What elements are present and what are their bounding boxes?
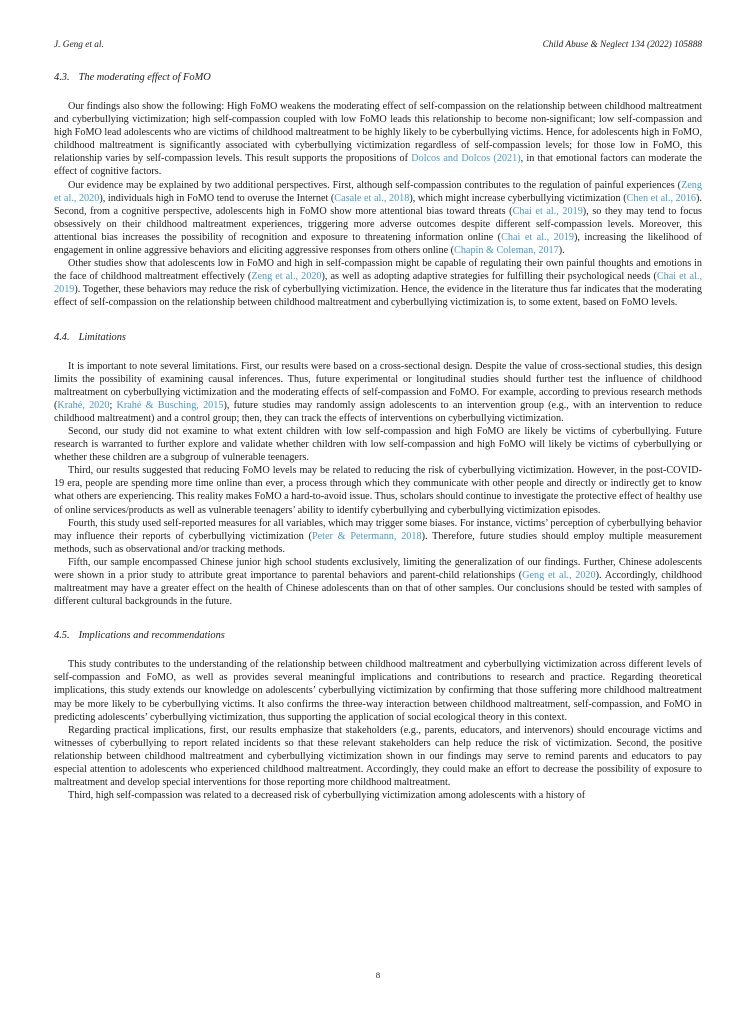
citation-link[interactable]: Dolcos and Dolcos (2021) xyxy=(411,153,521,165)
body-paragraph xyxy=(54,724,702,789)
citation-link[interactable]: Peter & Petermann, 2018 xyxy=(311,530,422,542)
body-text: ), future studies may randomly assign adolescents to an intervention group (e.g., with an intervention to reduce childhood maltreatment) and a control group; then, they can track the effects of interventions on cyberbullying victimization. xyxy=(54,399,702,424)
running-head-author: J. Geng et al. xyxy=(54,40,104,50)
citation-link[interactable]: Zeng et al., 2020 xyxy=(54,179,702,204)
section-heading xyxy=(54,332,702,344)
body-text: Our findings also show the following: High FoMO weakens the moderating effect of self-compassion on the relationship between childhood maltreatment and cyberbullying victimization; high self-compassion coupled with low FoMO leads this relationship to become non-significant; low self-compassion and high FoMO lead adolescents who are victims of childhood maltreatment to be highly likely to be cyberbullying victims. Hence, for adolescents high in FoMO, childhood maltreatment is significantly associated with cyberbullying victimization regardless of self-compassion levels; for those low in FoMO, this relationship varies by self-compassion levels. This result supports the propositions of xyxy=(54,101,702,165)
body-text: ), increasing the likelihood of engagement in online aggressive behaviors and eliciting aggressive responses from others online ( xyxy=(54,231,702,257)
citation-link[interactable]: Krahé, 2020 xyxy=(57,399,110,411)
citation-link[interactable]: Geng et al., 2020 xyxy=(522,570,596,581)
citation-link[interactable]: Chai et al., 2019 xyxy=(501,231,574,243)
body-text: Fifth, our sample encompassed Chinese junior high school students exclusively, limiting the generalization of our findings. Further, Chinese adolescents were shown in a prior study to attribute great importance to parental behaviors and parent-child relationships ( xyxy=(54,556,702,581)
section-number: 4.3. xyxy=(54,72,70,83)
body-text: ), as well as adopting adaptive strategies for fulfilling their psychological needs ( xyxy=(321,271,657,283)
citation-link[interactable]: Chai et al., 2019 xyxy=(512,205,583,217)
section-title: The moderating effect of FoMO xyxy=(78,72,211,83)
body-text: ; xyxy=(109,399,117,411)
body-text: Fourth, this study used self-reported measures for all variables, which may trigger some biases. For instance, victims’ perception of cyberbullying behavior may influence their reports of cyberbullying victimization ( xyxy=(54,517,702,542)
citation-link[interactable]: Chai et al., 2019 xyxy=(54,271,702,296)
body-text: Third, high self-compassion was related to a decreased risk of cyberbullying victimization among adolescents with a history of xyxy=(68,790,586,802)
body-text: Second, our study did not examine to what extent children with low self-compassion and high FoMO are likely be victims of cyberbullying. Future research is warranted to further explore and validate whether children with low self-compassion and high FoMO will likely be victims of cyberbullying or whether these children are a subgroup of vulnerable teenagers. xyxy=(54,425,702,464)
body-paragraph xyxy=(54,257,702,309)
body-paragraph xyxy=(54,556,702,608)
body-paragraph xyxy=(54,658,702,723)
section-number: 4.4. xyxy=(54,331,70,343)
body-paragraph xyxy=(54,517,702,556)
body-text: , in that emotional factors can moderate the effect of cognitive factors. xyxy=(54,153,703,178)
body-paragraph xyxy=(54,425,702,464)
body-text: ). Accordingly, childhood maltreatment may have a greater effect on the health of Chinese adolescents than on that of other samples. Our conclusions should be tested with samples of different cultural backgrounds in the future. xyxy=(54,570,702,608)
body-text: Other studies show that adolescents low in FoMO and high in self-compassion might be capable of regulating their own painful thoughts and emotions in the face of childhood maltreatment effectively ( xyxy=(54,258,702,283)
body-text: Third, our results suggested that reducing FoMO levels may be related to reducing the risk of cyberbullying victimization. However, in the post-COVID-19 era, people are spending more time online than ever, a process through which they communicate with other people and directly or indirectly get to know what others are experiencing. This reality makes FoMO a hard-to-avoid issue. Thus, scholars should continue to investigate the protective effect of healthy use of online services/products as well as vulnerable teenagers’ ability to identify cyberbullying and cyberbullying victimization episodes. xyxy=(54,465,702,516)
body-text: It is important to note several limitations. First, our results were based on a cross-sectional design. Despite the value of cross-sectional studies, this design limits the possibility of examining causal inferences. Thus, future experimental or longitudinal studies should further test the influence of childhood maltreatment on cyberbullying victimization and the moderating effects of self-compassion and FoMO. For example, according to previous research methods ( xyxy=(54,360,702,411)
body-paragraph xyxy=(54,360,702,425)
running-head-journal: Child Abuse & Neglect 134 (2022) 105888 xyxy=(542,40,702,50)
body-paragraph xyxy=(54,179,702,258)
citation-link[interactable]: Krahé & Busching, 2015 xyxy=(116,399,224,411)
citation-link[interactable]: Chapin & Coleman, 2017 xyxy=(454,245,559,257)
citation-link[interactable]: Zeng et al., 2020 xyxy=(251,271,322,283)
section-number: 4.5. xyxy=(54,630,70,642)
body-text: ), so they may tend to focus obsessively on their childhood maltreatment experiences, triggering more adverse outcomes despite different self-compassion levels. Moreover, this attentional bias increases the possibility of recognition and exposure to threatening information online ( xyxy=(54,205,703,243)
body-text: Our evidence may be explained by two additional perspectives. First, although self-compassion contributes to the regulation of painful experiences ( xyxy=(68,179,682,191)
body-text: ). xyxy=(558,245,565,257)
section-heading xyxy=(54,72,702,84)
body-paragraph xyxy=(54,789,702,802)
body-text: ), individuals high in FoMO tend to overuse the Internet ( xyxy=(99,192,335,204)
section-title: Limitations xyxy=(78,331,126,343)
body-text: This study contributes to the understanding of the relationship between childhood maltreatment and cyberbullying victimization across different levels of self-compassion and FoMO, as well as provides several meaningful implications and contributions to research and practice. Regarding theoretical implications, this study extends our knowledge on adolescents’ cyberbullying victimization by confirming that those suffering more childhood maltreatment may be more likely to be cyberbullying victims. It also confirms the three-way interaction between childhood maltreatment, self-compassion, and FoMO in predicting adolescents’ cyberbullying victimization, thus supporting the application of social ecological theory in this context. xyxy=(54,659,702,723)
page-number: 8 xyxy=(375,970,381,980)
section-title: Implications and recommendations xyxy=(78,630,225,642)
body-paragraph xyxy=(54,100,702,179)
body-text: ). Therefore, future studies should employ multiple measurement methods, such as observational and/or tracking methods. xyxy=(54,530,702,555)
body-text: ), which might increase cyberbullying victimization ( xyxy=(409,192,627,204)
article-body xyxy=(54,50,702,802)
body-text: Regarding practical implications, first, our results emphasize that stakeholders (e.g., parents, educators, and intervenors) should encourage victims and witnesses of cyberbullying to report related incidents so that these relevant stakeholders can help reduce the risk of victimization. Second, the positive relationship between childhood maltreatment and cyberbullying victimization shown in our findings may serve to remind parents and educators to pay especial attention to adolescents who experienced childhood maltreatment. Accordingly, they could make an effort to decrease the possibility of exposure to maltreatment and develop special interventions for those reporting more childhood maltreatment. xyxy=(54,724,702,789)
citation-link[interactable]: Casale et al., 2018 xyxy=(334,192,410,204)
body-text: ). Together, these behaviors may reduce the risk of cyberbullying victimization. Hence, the evidence in the literature thus far indicates that the moderating effect of self-compassion on the relationship between childhood maltreatment and cyberbullying victimization is, to some extent, based on FoMO levels. xyxy=(54,284,702,309)
body-text: ). Second, from a cognitive perspective, adolescents high in FoMO show more attentional bias toward threats ( xyxy=(54,192,702,217)
section-heading xyxy=(54,630,702,642)
citation-link[interactable]: Chen et al., 2016 xyxy=(626,192,697,204)
body-paragraph xyxy=(54,464,702,516)
